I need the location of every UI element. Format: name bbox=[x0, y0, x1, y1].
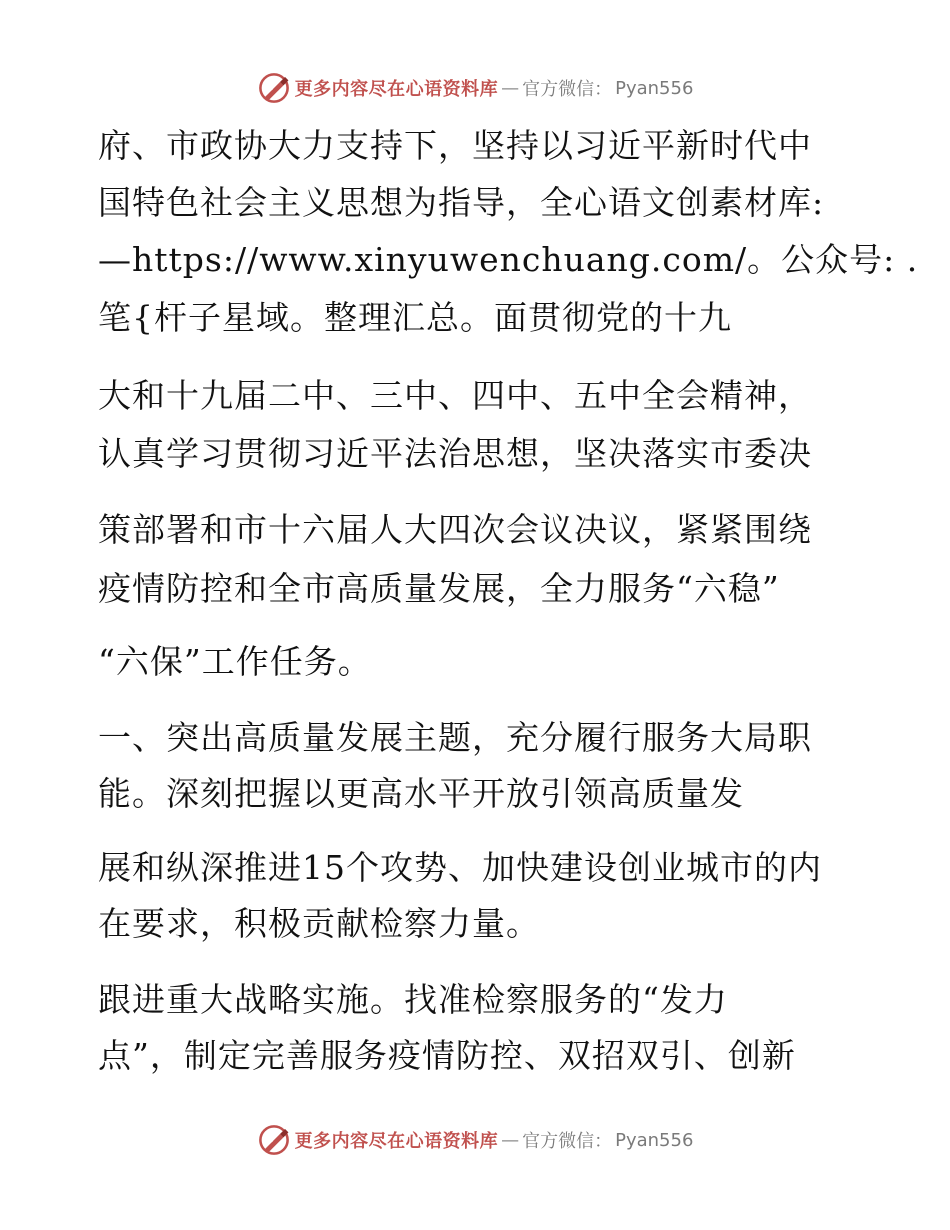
pen-logo-icon bbox=[257, 71, 291, 105]
banner-separator: — bbox=[501, 1129, 520, 1151]
body-line: 一、突出高质量发展主题，充分履行服务大局职 bbox=[98, 718, 812, 757]
body-line: —https://www.xinyuwenchuang.com/。公众号: . bbox=[98, 240, 919, 279]
body-line: 策部署和市十六届人大四次会议决议，紧紧围绕 bbox=[98, 510, 812, 549]
banner-title: 更多内容尽在心语资料库 bbox=[294, 79, 499, 100]
banner-wechat-label: 官方微信： bbox=[522, 1131, 613, 1152]
banner-wechat-id: Pyan556 bbox=[615, 77, 694, 99]
body-line: 展和纵深推进15个攻势、加快建设创业城市的内 bbox=[98, 848, 822, 887]
pen-logo-icon bbox=[257, 1123, 291, 1157]
body-line: 笔{杆子星域。整理汇总。面贯彻党的十九 bbox=[98, 298, 732, 337]
body-line: 府、市政协大力支持下，坚持以习近平新时代中 bbox=[98, 126, 812, 165]
body-line: 国特色社会主义思想为指导，全心语文创素材库: bbox=[98, 183, 825, 222]
banner-wechat-label: 官方微信： bbox=[522, 79, 613, 100]
body-line: 在要求，积极贡献检察力量。 bbox=[98, 904, 540, 943]
body-line: 认真学习贯彻习近平法治思想，坚决落实市委决 bbox=[98, 434, 812, 473]
body-line: 跟进重大战略实施。找准检察服务的“发力 bbox=[98, 980, 728, 1019]
banner-separator: — bbox=[501, 77, 520, 99]
footer-banner bbox=[0, 1120, 950, 1160]
body-line: 大和十九届二中、三中、四中、五中全会精神， bbox=[98, 376, 812, 415]
body-line: 点”，制定完善服务疫情防控、双招双引、创新 bbox=[98, 1036, 796, 1075]
banner-wechat-id: Pyan556 bbox=[615, 1129, 694, 1151]
body-line: “六保”工作任务。 bbox=[98, 642, 372, 681]
header-banner bbox=[0, 68, 950, 108]
banner-title: 更多内容尽在心语资料库 bbox=[294, 1131, 499, 1152]
body-line: 能。深刻把握以更高水平开放引领高质量发 bbox=[98, 774, 744, 813]
body-line: 疫情防控和全市高质量发展，全力服务“六稳” bbox=[98, 569, 780, 608]
